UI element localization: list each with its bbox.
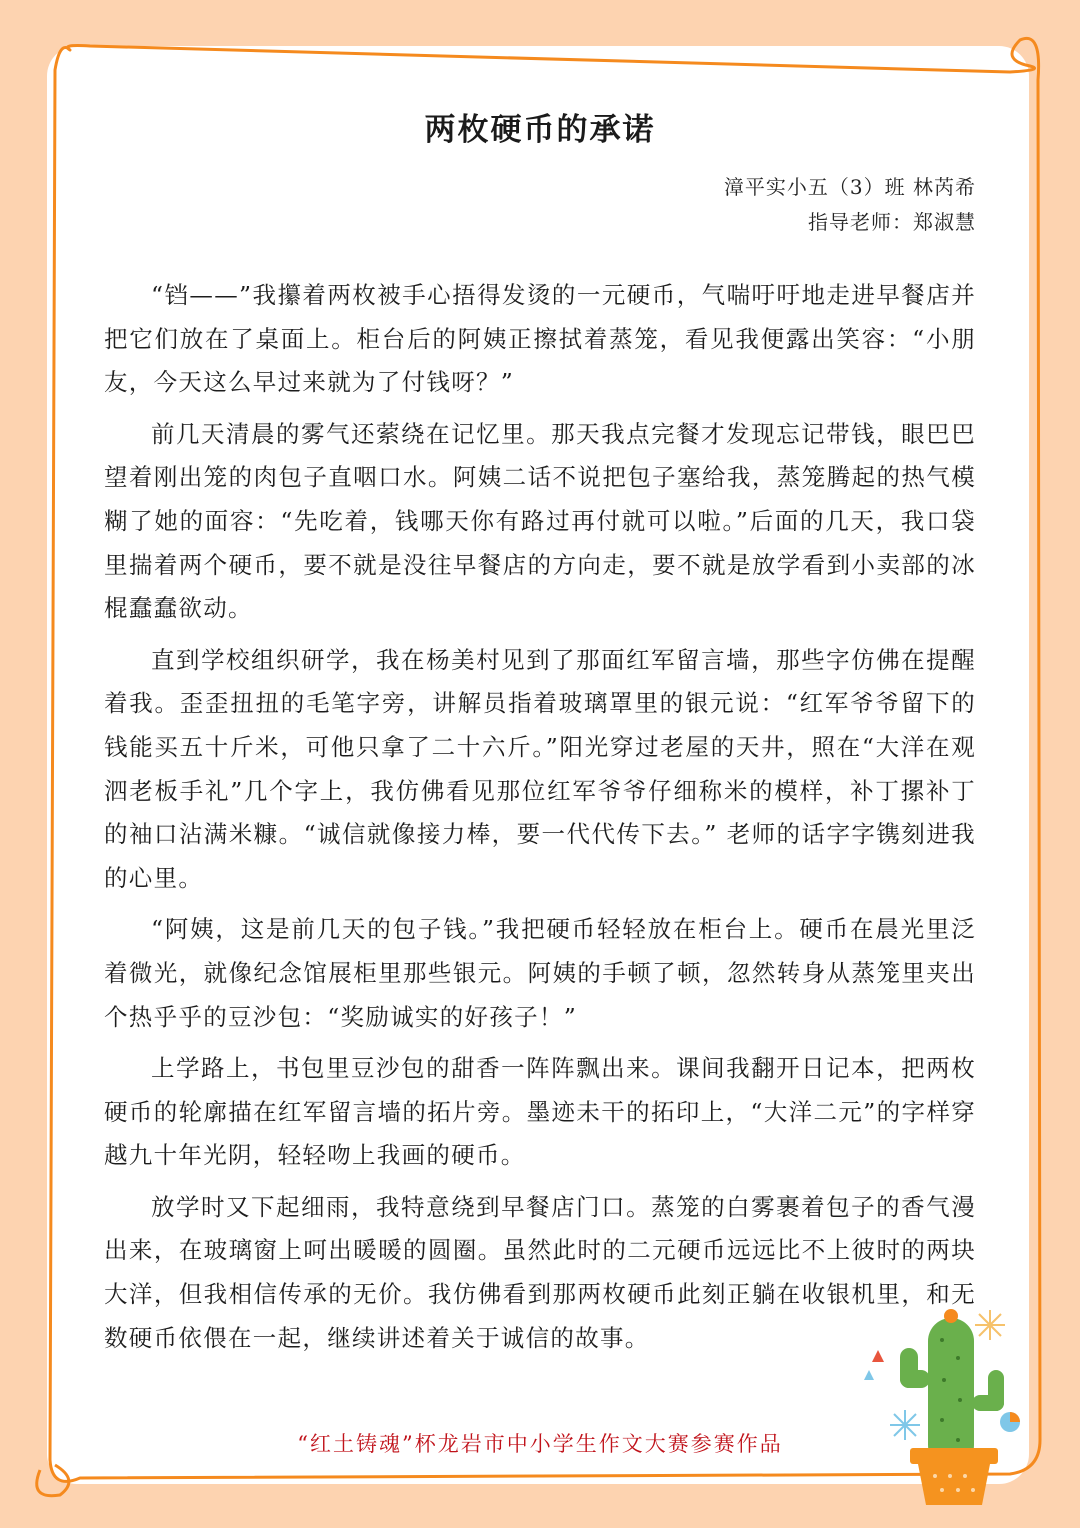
article-body	[104, 274, 976, 1368]
article-title: 两枚硬币的承诺	[424, 112, 656, 148]
paragraph: 直到学校组织研学，我在杨美村见到了那面红军留言墙，那些字仿佛在提醒着我。歪歪扭扭的毛笔字旁，讲解员指着玻璃罩里的银元说：“红军爷爷留下的钱能买五十斤米，可他只拿了二十六斤。”阳光穿过老屋的天井，照在“大洋在观泗老板手礼”几个字上，我仿佛看见那位红军爷爷仔细称米的模样，补丁摞补丁的袖口沾满米糠。“诚信就像接力棒，要一代代传下去。” 老师的话字字镌刻进我的心里。	[104, 645, 976, 892]
cactus-illustration	[860, 1300, 1030, 1510]
paragraph: 放学时又下起细雨，我特意绕到早餐店门口。蒸笼的白雾裹着包子的香气漫出来，在玻璃窗上呵出暖暖的圆圈。虽然此时的二元硬币远远比不上彼时的两块大洋，但我相信传承的无价。我仿佛看到那两枚硬币此刻正躺在收银机里，和无数硬币依偎在一起，继续讲述着关于诚信的故事。	[104, 1192, 976, 1352]
teacher-line: 指导老师：郑淑慧	[808, 210, 976, 234]
author-line: 漳平实小五（3）班 林芮希	[723, 175, 976, 199]
paragraph: “阿姨，这是前几天的包子钱。”我把硬币轻轻放在柜台上。硬币在晨光里泛着微光，就像纪念馆展柜里那些银元。阿姨的手顿了顿，忽然转身从蒸笼里夹出个热乎乎的豆沙包：“奖励诚实的好孩子！”	[104, 915, 976, 1031]
contest-footer: “红土铸魂”杯龙岩市中小学生作文大赛参赛作品	[297, 1432, 783, 1456]
paragraph: 前几天清晨的雾气还萦绕在记忆里。那天我点完餐才发现忘记带钱，眼巴巴望着刚出笼的肉包子直咽口水。阿姨二话不说把包子塞给我，蒸笼腾起的热气模糊了她的面容：“先吃着，钱哪天你有路过再付就可以啦。”后面的几天，我口袋里揣着两个硬币，要不就是没往早餐店的方向走，要不就是放学看到小卖部的冰棍蠢蠢欲动。	[104, 419, 976, 623]
paragraph: “铛——”我攥着两枚被手心捂得发烫的一元硬币，气喘吁吁地走进早餐店并把它们放在了桌面上。柜台后的阿姨正擦拭着蒸笼，看见我便露出笑容：“小朋友，今天这么早过来就为了付钱呀？”	[104, 281, 976, 397]
paragraph: 上学路上，书包里豆沙包的甜香一阵阵飘出来。课间我翻开日记本，把两枚硬币的轮廓描在红军留言墙的拓片旁。墨迹未干的拓印上，“大洋二元”的字样穿越九十年光阴，轻轻吻上我画的硬币。	[104, 1054, 976, 1170]
